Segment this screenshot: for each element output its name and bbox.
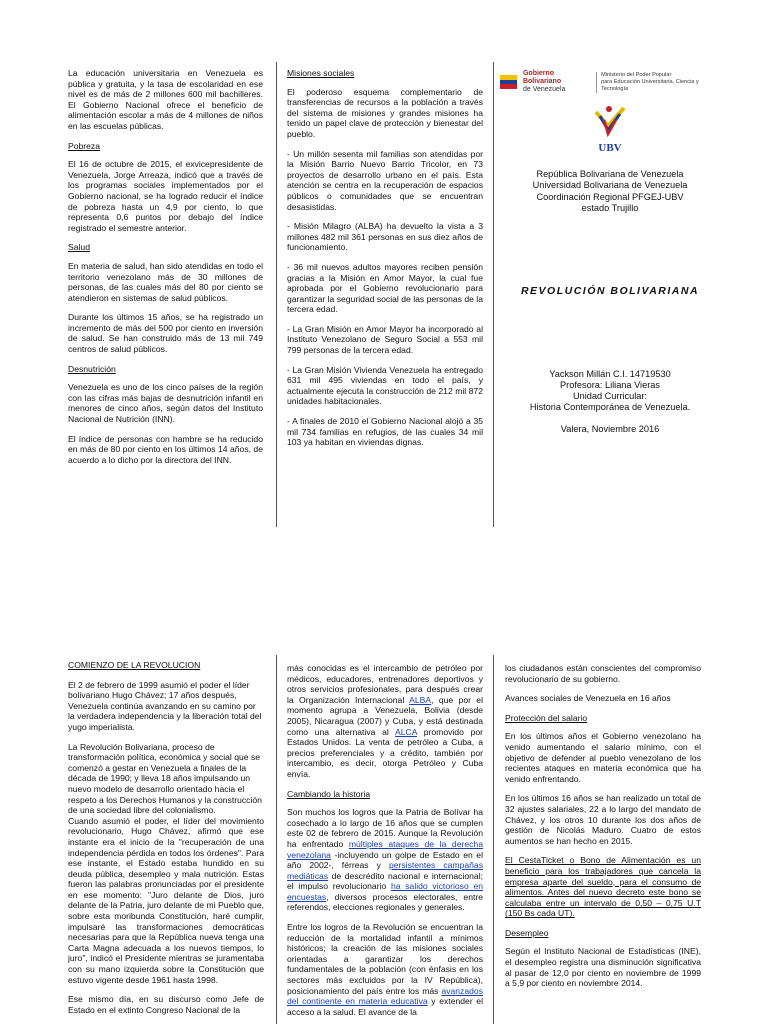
panel-cambiando-historia: [287, 663, 483, 1024]
heading-salud: Salud: [68, 242, 90, 253]
ubv-emblem-icon: [590, 104, 630, 140]
ubv-logo: [580, 104, 640, 153]
desempleo-paragraph: Según el Instituto Nacional de Estadísticas (INE), el desempleo registra una disminución significativa al pasar de 12,0 por ciento en noviembre de 1999 a 5,9 por ciento en noviembre 2014.: [505, 946, 701, 989]
education-paragraph: La educación universitaria en Venezuela es pública y gratuita, y la tasa de escolaridad en ese nivel es de más de 2 millones 600 mil bachilleres. El Gobierno Nacional ofrece el beneficio de alimentación escolar a más de 4 millones de niños en las escuelas públicas.: [68, 68, 263, 131]
place-date: Valera, Noviembre 2016: [560, 424, 660, 435]
misiones-paragraph-6: - La Gran Misión Vivienda Venezuela ha entregado 631 mil 495 viviendas en todo el país, y actualmente ejecuta la construcción de 212 mil 872 unidades habitacionales.: [287, 364, 483, 407]
comienzo-paragraph-4: Ese mismo día, en su discurso como Jefe de Estado en el extinto Congreso Nacional de la: [68, 994, 264, 1015]
panel-education-poverty-health: [68, 68, 263, 518]
comienzo-paragraph-3: Cuando asumió el poder, el líder del movimiento revolucionario, Hugo Chávez, afirmó que ese instante era el inicio de la "recuperación de una independencia pérdida en todos los órdenes". Para ese instante, el Estado estaba hundido en su deuda pública, desempleo y mala nutrición. Estas fueron las palabras pronunciadas por el presidente en ese momento: "Juro delante de Dios, juro delante de la Patria, juro delante de mi Pueblo que, sobre esta moribunda Constitución, haré cumplir, impulsaré las transformaciones democráticas necesarias para que la República nueva tenga una Carta Magna adecuada a los nuevos tiempos, lo juro", indicó el Presidente mientras se juramentaba con su mano izquierda sobre la Constitución que estuvo vigente desde 1961 hasta 1998.: [68, 815, 264, 985]
fold-line-bottom-right: [493, 655, 494, 1024]
misiones-paragraph-7: - A finales de 2010 el Gobierno Nacional alojó a 35 mil 734 familias en refugios, de las cuales 34 mil 103 ya habitan en viviendas dignas.: [287, 416, 483, 448]
avances-paragraph-1: los ciudadanos están conscientes del compromiso revolucionario de su gobierno.: [505, 663, 701, 684]
heading-pobreza: Pobreza: [68, 140, 101, 151]
heading-comienzo: COMIENZO DE LA REVOLUCION: [68, 660, 201, 670]
comienzo-paragraph-1: El 2 de febrero de 1999 asumió el poder el líder bolivariano Hugo Chávez; 17 años después, Venezuela continúa avanzando en su camino por la verdadera independencia y la liberación total del yugo imperialista.: [68, 679, 262, 732]
author-name: Yackson Millán C.I. 14719530: [549, 368, 671, 379]
ubv-text: UBV: [598, 141, 622, 154]
panel-comienzo-revolucion: [68, 660, 264, 1024]
curricular-unit-label: Unidad Curricular:: [572, 391, 648, 401]
alba-link[interactable]: ALBA: [409, 694, 432, 705]
course-name: Historia Contemporánea de Venezuela.: [529, 402, 691, 413]
institution-line-1: República Bolivariana de Venezuela: [536, 169, 684, 180]
fold-line-bottom-left: [276, 655, 277, 1024]
heading-desnutricion: Desnutrición: [68, 363, 116, 374]
institution-line-4: estado Trujillo: [581, 202, 639, 213]
professor-name: Profesora: Liliana Vieras: [560, 379, 660, 390]
mortalidad-paragraph: Entre los logros de la Revolución se encuentran la reducción de la mortalidad infantil a mínimos históricos; la creación de las misiones sociales orientadas a garantizar los derechos fundamentales de la población (con énfasis en los sectores más excluidos por la IV República), posicionamiento del país entre los más avanzados del continente en materia educativa y extender el acceso a la salud. El avance de la: [287, 922, 483, 1017]
malnutrition-paragraph-2: El índice de personas con hambre se ha reducido en más de 80 por ciento en los últimos 14 años, de acuerdo a lo dicho por la directora del INN.: [68, 433, 263, 465]
institution-block: [500, 169, 720, 214]
cestaticket-paragraph: El CestaTicket o Bono de Alimentación es un beneficio para los trabajadores que cancela la empresa aparte del sueldo, para el consumo de alimentos. Antes del nuevo decreto este bono se calculaba entre un intervalo de 0,50 – 0,75 U.T (150 Bs cada UT).: [505, 855, 701, 919]
venezuela-flag-icon: [500, 75, 517, 89]
misiones-paragraph-4: - 36 mil nuevos adultos mayores reciben pensión gracias a la Misión en Amor Mayor, la cual fue aprobada por el Gobierno revolucionario para garantizar la seguridad social de las personas de la tercera edad.: [287, 261, 483, 315]
institution-line-2: Universidad Bolivariana de Venezuela: [532, 180, 688, 191]
heading-cambiando: Cambiando la historia: [287, 788, 371, 799]
health-paragraph-2: Durante los últimos 15 años, se ha registrado un incremento de más del 500 por ciento en inversión de salud. Se han construido más de 13 mil 749 centros de salud públicos.: [68, 312, 263, 355]
heading-desempleo: Desempleo: [505, 927, 549, 938]
panel-avances-sociales: [505, 663, 701, 1024]
heading-misiones: Misiones sociales: [287, 68, 355, 78]
avances-heading: Avances sociales de Venezuela en 16 años: [505, 693, 671, 704]
malnutrition-paragraph-1: Venezuela es uno de los cinco países de la región con las cifras más bajas de desnutrición infantil en menores de cinco años, según datos del Instituto Nacional de Nutrición (INN).: [68, 382, 263, 425]
health-paragraph-1: En materia de salud, han sido atendidas en todo el territorio venezolano más de 30 millones de personas, de las cuales más del 80 por ciento se atendieron en sistemas de salud públicos.: [68, 260, 263, 303]
misiones-paragraph-5: - La Gran Misión en Amor Mayor ha incorporado al Instituto Venezolano de Seguro Social a 553 mil 799 personas de la tercera edad.: [287, 323, 483, 356]
logros-paragraph: Son muchos los logros que la Patria de Bolívar ha cosechado a lo largo de 16 años que se cumplen este 02 de febrero de 2015. Aunque la Revolución ha enfrentado múltiples ataques de la derecha venezolana -incluyendo un golpe de Estado en el año 2002-, férreas y persistentes campañas mediáticas de descrédito nacional e internacional; el impulso revolucionario ha salido victorioso en encuestas, diversos procesos electorales, entre referendos, elecciones regionales y generales.: [287, 807, 483, 913]
misiones-paragraph-1: El poderoso esquema complementario de transferencias de recursos a la población a través del sistema de misiones y grandes misiones ha tenido un papel clave de protección y bienestar del pueblo.: [287, 86, 483, 139]
campanas-mediaticas-link[interactable]: persistentes campañas mediáticas: [287, 860, 483, 881]
alba-paragraph: más conocidas es el intercambio de petróleo por médicos, educadores, entrenadores deportivos y otros servicios profesionales, para después crear la Organización Internacional ALBA, que por el momento agrupa a Venezuela, Bolivia (desde 2005), Nicaragua (2007) y Cuba, y está destinada como una alternativa al ALCA promovido por Estados Unidos. La venta de petróleo a Cuba, a precios preferenciales y a crédito, también por intercambio, es decir, otorga Petróleo y Cuba envía.: [287, 663, 483, 779]
fold-line-top-left: [276, 62, 277, 527]
ministerio-label: Ministerio del Poder Popular para Educación Universitaria, Ciencia y Tecnología: [596, 72, 720, 93]
misiones-paragraph-3: - Misión Milagro (ALBA) ha devuelto la vista a 3 millones 482 mil 361 personas en sus diez años de funcionamiento.: [287, 221, 483, 253]
misiones-paragraph-2: - Un millón sesenta mil familias son atendidas por la Misión Barrio Nuevo Barrio Tricolor, en 73 proyectos de desarrollo urbano en el país. Esta atención se centra en la recuperación de espacios públicos o comunidades que se encuentran desasistidas.: [287, 148, 483, 212]
gobierno-bolivariano-logo: Gobierno Bolivariano de Venezuela: [522, 70, 566, 93]
alca-link[interactable]: ALCA: [395, 726, 418, 737]
panel-cover: [500, 68, 720, 518]
government-logo-row: [500, 70, 720, 94]
fold-line-top-right: [493, 62, 494, 527]
panel-misiones-sociales: [287, 68, 483, 518]
ataques-derecha-link[interactable]: múltiples ataques de la derecha venezolana: [287, 838, 483, 860]
document-title: REVOLUCIÓN BOLIVARIANA: [520, 285, 700, 297]
heading-proteccion-salario: Protección del salario: [505, 712, 588, 723]
comienzo-paragraph-2: La Revolución Bolivariana, proceso de transformación política, económica y social que se comenzó a gestar en Venezuela a finales de la década de 1990; y lleva 18 años impulsando un nuevo modelo de desarrollo orientado hacia el respeto a los Derechos Humanos y la construcción de una sociedad libre del colonialismo.: [68, 741, 262, 816]
institution-line-3: Coordinación Regional PFGEJ-UBV: [536, 191, 684, 202]
victorioso-encuestas-link[interactable]: ha salido victorioso en encuestas: [287, 881, 483, 902]
materia-educativa-link[interactable]: avanzados del continente en materia educativa: [287, 985, 483, 1007]
salario-paragraph-2: En los últimos 16 años se han realizado un total de 32 ajustes salariales, 22 a lo largo del mandato de Chávez, y los otros 10 durante los dos años de gestión de Nicolás Maduro. Cuatro de estos aumentos se han hecho en 2015.: [505, 793, 701, 846]
author-block: [500, 369, 720, 414]
salario-paragraph-1: En los últimos años el Gobierno venezolano ha venido aumentando el salario mínimo, con el objetivo de defender al pueblo venezolano de los recientes ataques en materia económica que ha venido enfrentando.: [505, 731, 701, 784]
poverty-paragraph: El 16 de octubre de 2015, el exvicepresidente de Venezuela, Jorge Arreaza, indicó que a través de los programas sociales implementados por el Gobierno nacional, se ha logrado reducir el índice de pobreza hasta un 4,9 por ciento, lo que representa 0,6 puntos por debajo del índice registrado el semestre anterior.: [68, 159, 263, 233]
